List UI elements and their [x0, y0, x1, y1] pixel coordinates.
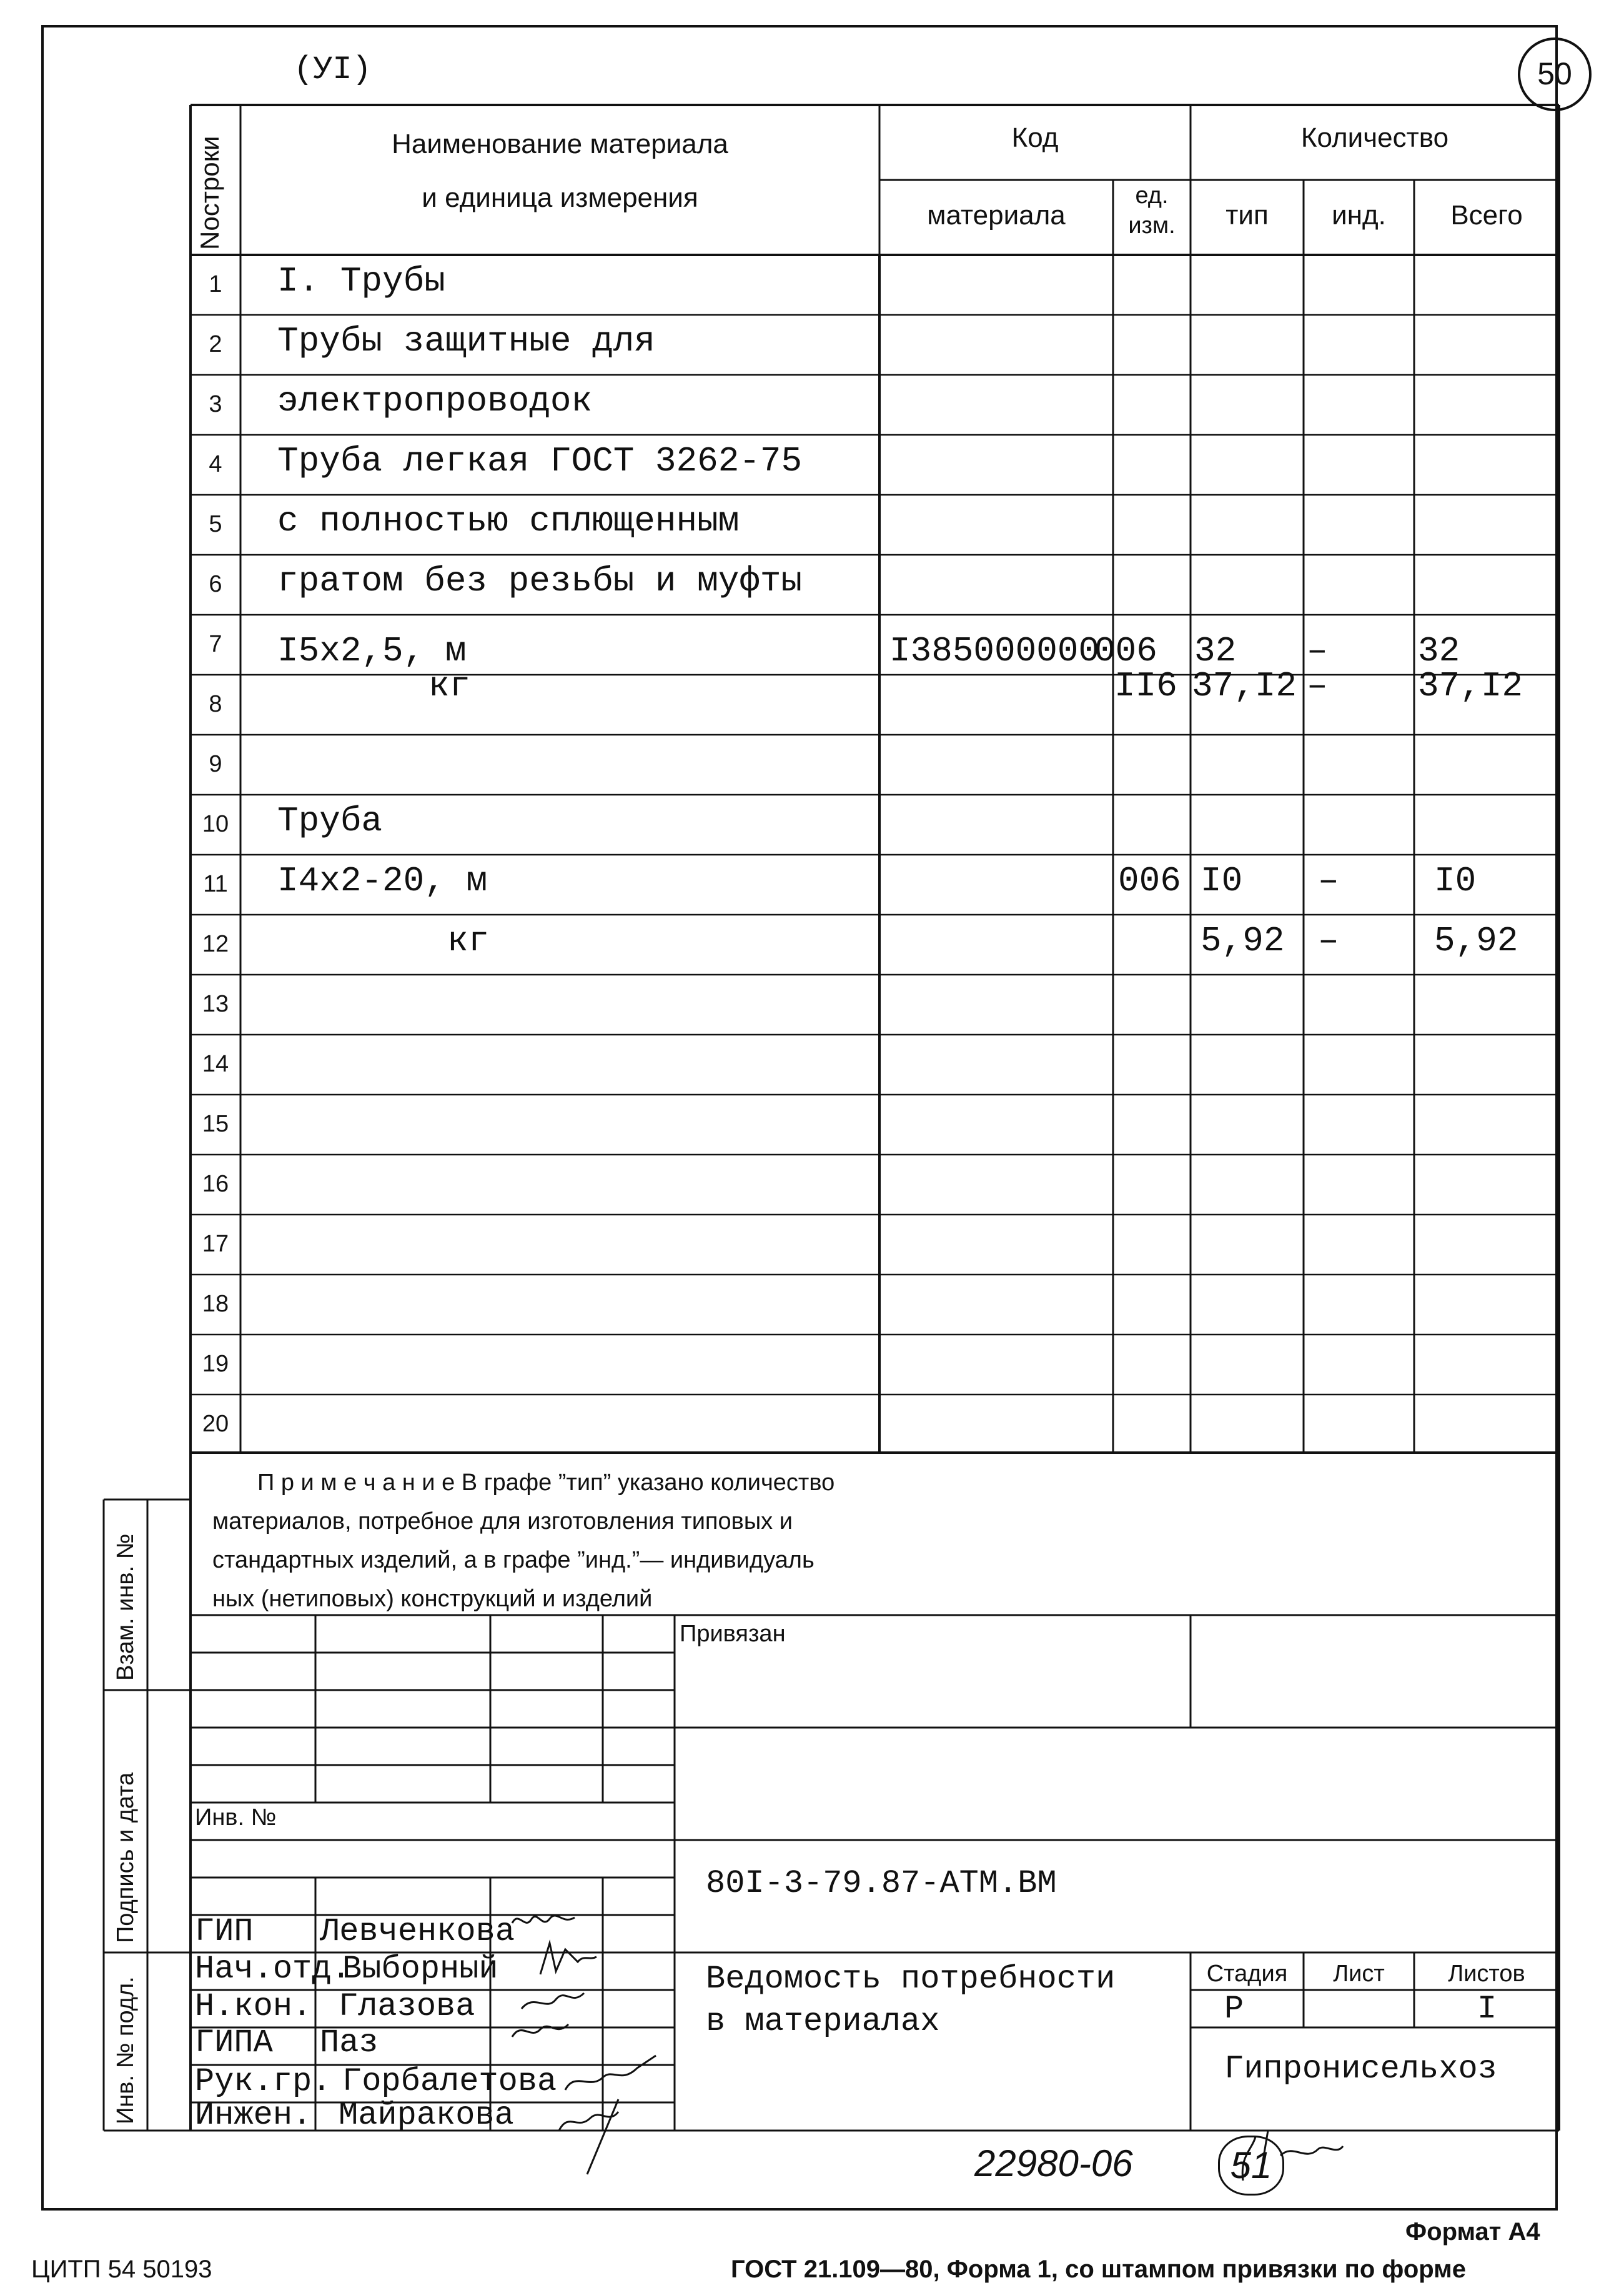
- stamp-sheets-label: Листов: [1448, 1961, 1525, 1987]
- row-number: 8: [209, 691, 222, 717]
- side-label-sign-date: Подпись и дата: [112, 1772, 139, 1943]
- table-cell-name: с полностью сплющенным: [277, 501, 740, 541]
- row-number: 4: [209, 451, 222, 477]
- signer-name: Горбалетова: [342, 2063, 557, 2100]
- table-cell-name: I5x2,5, м: [277, 631, 467, 671]
- signer-role: ГИПА: [195, 2024, 273, 2061]
- table-cell-type: I0: [1201, 861, 1243, 901]
- table-cell-ind: –: [1307, 631, 1328, 671]
- header-qty-ind: инд.: [1332, 200, 1386, 231]
- header-name-line1: Наименование материала: [392, 129, 728, 159]
- signer-name: Глазова: [339, 1988, 475, 2025]
- signer-role: ГИП: [195, 1913, 254, 1950]
- table-cell-name: Труба: [277, 801, 383, 841]
- stamp-stage-value: Р: [1224, 1991, 1244, 2027]
- table-cell-total: 5,92: [1434, 921, 1518, 961]
- header-qty-type: тип: [1225, 200, 1269, 231]
- table-cell-name: гратом без резьбы и муфты: [277, 561, 803, 601]
- table-cell-total: 37,I2: [1418, 666, 1523, 706]
- row-number: 3: [209, 391, 222, 417]
- header-code-group: Код: [1011, 122, 1059, 153]
- table-cell-name: I4x2-20, м: [277, 861, 488, 901]
- table-cell-type: 5,92: [1201, 921, 1285, 961]
- sheet-code: (УI): [294, 51, 372, 88]
- handwritten-archive-no: 22980-06: [974, 2142, 1133, 2184]
- signer-role: Н.кон.: [195, 1988, 312, 2025]
- footer-format: Формат А4: [1405, 2218, 1540, 2246]
- table-cell-type: 32: [1194, 631, 1237, 671]
- signer-name: Паз: [320, 2024, 379, 2061]
- table-cell-name: электропроводок: [277, 381, 593, 421]
- row-number: 9: [209, 751, 222, 777]
- table-cell-unit: 006: [1118, 861, 1181, 901]
- row-number: 14: [202, 1051, 229, 1077]
- note-line: материалов, потребное для изготовления типовых и: [212, 1508, 793, 1534]
- table-cell-code: I385000000: [889, 631, 1100, 671]
- header-code-unit-line2: изм.: [1128, 212, 1176, 239]
- page-number: 50: [1518, 37, 1592, 111]
- row-number: 19: [202, 1351, 229, 1377]
- header-code-unit-line1: ед.: [1135, 182, 1169, 209]
- table-cell-unit: 006: [1094, 631, 1157, 671]
- row-number: 5: [209, 511, 222, 537]
- stamp-privyazan: Привязан: [680, 1621, 786, 1647]
- row-number: 17: [202, 1231, 229, 1257]
- handwritten-circled-number: 51: [1218, 2136, 1284, 2196]
- side-label-orig-inv: Инв. № подл.: [112, 1976, 139, 2124]
- stamp-organization: Гипронисельхоз: [1224, 2051, 1497, 2087]
- table-cell-name: кг: [428, 666, 471, 706]
- signer-name: Выборный: [342, 1951, 498, 1987]
- row-number: 13: [202, 991, 229, 1017]
- row-number: 6: [209, 571, 222, 597]
- row-number: 1: [209, 271, 222, 297]
- note-line: стандартных изделий, а в графе ”инд.”— индивидуаль: [212, 1547, 814, 1573]
- table-cell-total: 32: [1418, 631, 1460, 671]
- table-cell-type: 37,I2: [1192, 666, 1297, 706]
- header-row-no: Nостроки: [195, 136, 224, 250]
- stamp-doc-code: 80I-3-79.87-АТМ.ВМ: [706, 1865, 1057, 1902]
- stamp-sheet-label: Лист: [1333, 1961, 1385, 1987]
- table-cell-total: I0: [1434, 861, 1477, 901]
- side-label-replace-inv: Взам. инв. №: [112, 1533, 139, 1681]
- stamp-stage-label: Стадия: [1206, 1961, 1288, 1987]
- stamp-title-line1: Ведомость потребности: [706, 1961, 1116, 1997]
- row-number: 11: [203, 871, 228, 897]
- table-cell-ind: –: [1318, 921, 1339, 961]
- header-qty-total: Всего: [1450, 200, 1523, 231]
- note-line: ных (нетиповых) конструкций и изделий: [212, 1586, 653, 1612]
- stamp-title-line2: в материалах: [706, 2003, 940, 2040]
- signer-role: Нач.отд.: [195, 1951, 351, 1987]
- table-cell-name: кг: [447, 921, 490, 961]
- note-line: П р и м е ч а н и е В графе ”тип” указано количество: [257, 1470, 835, 1496]
- header-qty-group: Количество: [1300, 122, 1449, 153]
- signer-role: Рук.гр.: [195, 2063, 332, 2100]
- table-cell-name: Труба легкая ГОСТ 3262-75: [277, 441, 803, 481]
- row-number: 7: [209, 631, 222, 657]
- stamp-sheets-value: I: [1477, 1991, 1497, 2027]
- row-number: 18: [202, 1291, 229, 1317]
- table-cell-name: Трубы защитные для: [277, 321, 655, 361]
- row-number: 12: [202, 931, 229, 957]
- row-number: 15: [202, 1111, 229, 1137]
- table-cell-ind: –: [1318, 861, 1339, 901]
- signer-role: Инжен.: [195, 2097, 312, 2134]
- table-cell-ind: –: [1307, 666, 1328, 706]
- footer-gost-reference: ГОСТ 21.109—80, Форма 1, со штампом привязки по форме: [731, 2256, 1467, 2283]
- row-number: 10: [202, 811, 229, 837]
- header-name-line2: и единица измерения: [422, 182, 698, 213]
- footer-left-code: ЦИТП 54 50193: [31, 2256, 212, 2283]
- signer-name: Левченкова: [320, 1913, 515, 1950]
- table-cell-name: I. Трубы: [277, 261, 445, 301]
- signer-name: Майракова: [339, 2097, 514, 2134]
- row-number: 2: [209, 331, 222, 357]
- table-cell-unit: II6: [1114, 666, 1177, 706]
- stamp-inv-no: Инв. №: [195, 1804, 277, 1831]
- row-number: 20: [202, 1411, 229, 1437]
- header-code-material: материала: [927, 200, 1066, 231]
- row-number: 16: [202, 1171, 229, 1197]
